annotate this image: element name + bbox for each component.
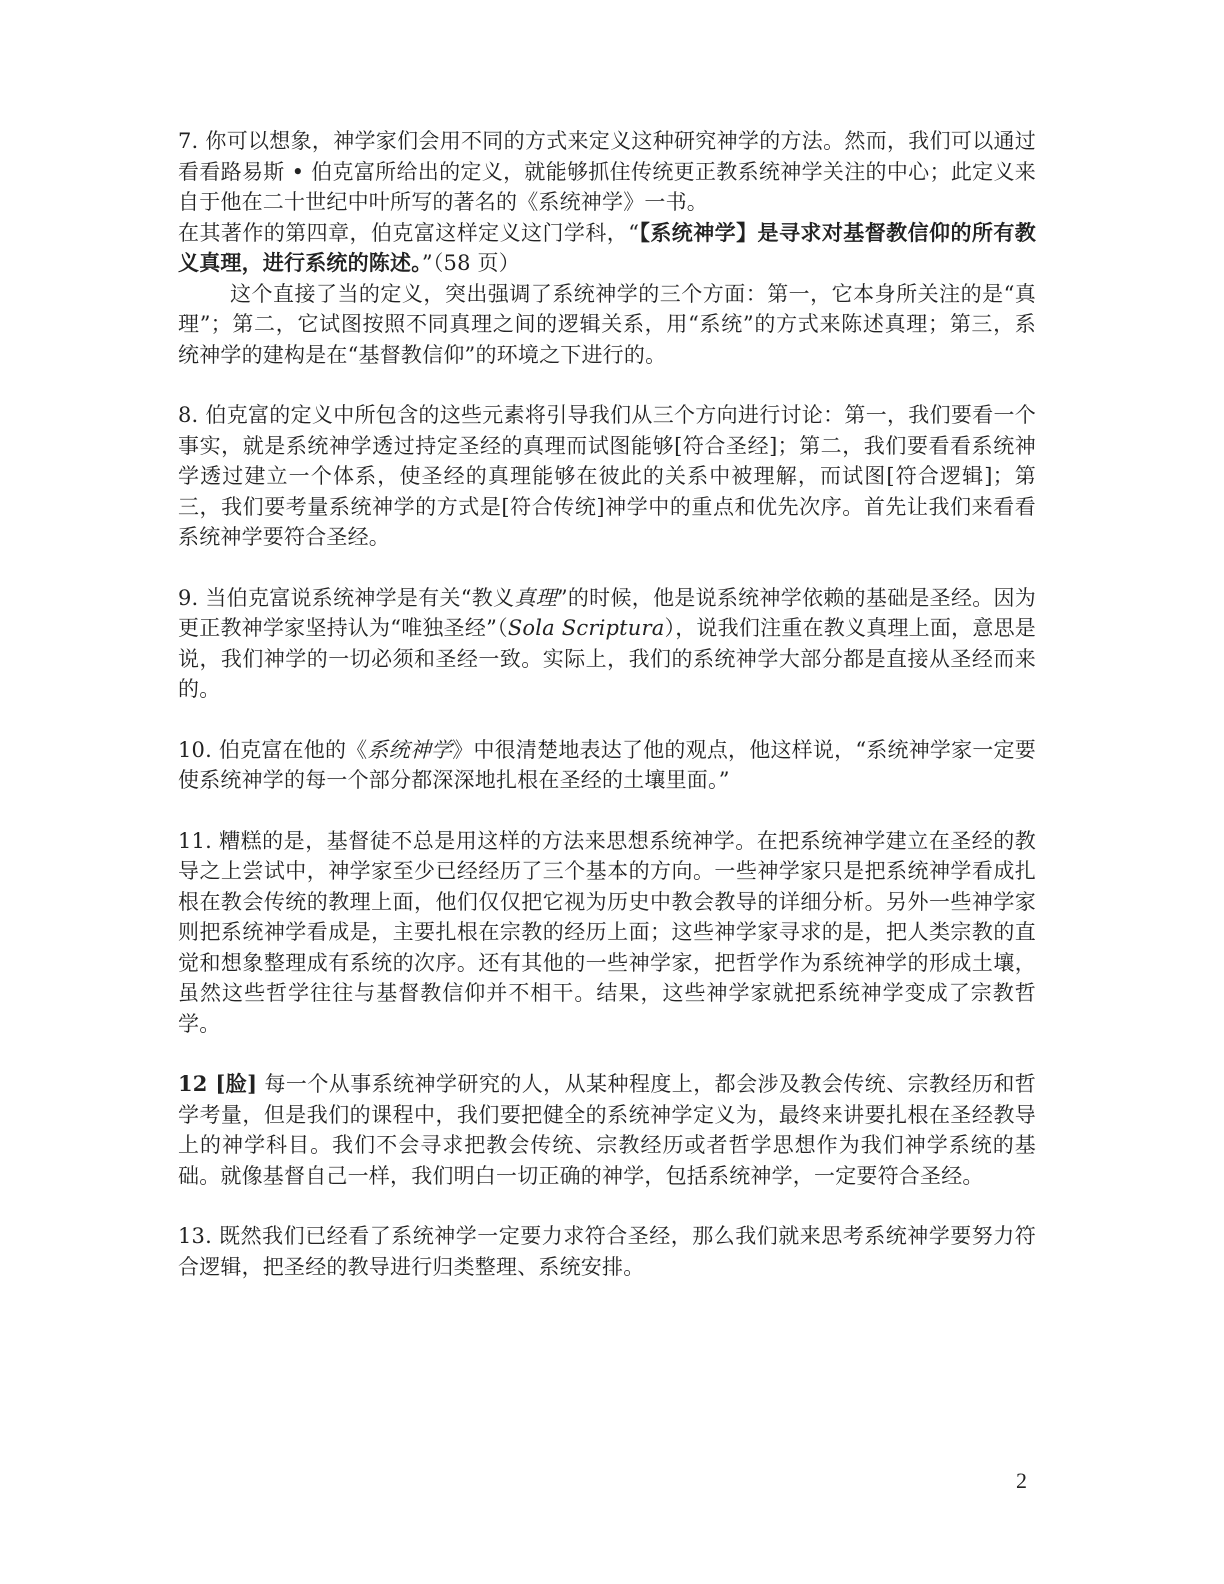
paragraph-9-text-b: ”的时候，他是说系统神学依赖的基础是圣经。因为更正教神学家坚持认为“唯独圣经”（ (178, 585, 1036, 640)
paragraph-9-italic-sola-scriptura: Sola Scriptura (507, 616, 665, 640)
paragraph-gap (178, 796, 1036, 826)
paragraph-7-definition (178, 218, 1036, 279)
paragraph-gap (178, 1039, 1036, 1069)
paragraph-gap (178, 553, 1036, 583)
paragraph-10-text-b: 》中很清楚地表达了他的观点，他这样说，“系统神学家一定要使系统神学的每一个部分都深深地扎根在圣经的土壤里面。” (178, 737, 1036, 792)
paragraph-7-aspects: 这个直接了当的定义，突出强调了系统神学的三个方面：第一，它本身所关注的是“真理”；第二，它试图按照不同真理之间的逻辑关系，用“系统”的方式来陈述真理；第三，系统神学的建构是在“基督教信仰”的环境之下进行的。 (178, 281, 1036, 367)
definition-bold-text: 【系统神学】是寻求对基督教信仰的所有教义真理，进行系统的陈述。 (178, 219, 1036, 275)
paragraph-11: 11. 糟糕的是，基督徒不总是用这样的方法来思想系统神学。在把系统神学建立在圣经的教导之上尝试中，神学家至少已经经历了三个基本的方向。一些神学家只是把系统神学看成扎根在教会传统的教理上面，他们仅仅把它视为历史中教会教导的详细分析。另外一些神学家则把系统神学看成是，主要扎根在宗教的经历上面；这些神学家寻求的是，把人类宗教的直觉和想象整理成有系统的次序。还有其他的一些神学家，把哲学作为系统神学的形成土壤，虽然这些哲学往往与基督教信仰并不相干。结果，这些神学家就把系统神学变成了宗教哲学。 (178, 828, 1036, 1036)
definition-intro-text: 在其著作的第四章，伯克富这样定义这门学科，“ (178, 220, 640, 245)
paragraph-gap (178, 370, 1036, 400)
paragraph-8: 8. 伯克富的定义中所包含的这些元素将引导我们从三个方向进行讨论：第一，我们要看一个事实，就是系统神学透过持定圣经的真理而试图能够[符合圣经]；第二，我们要看看系统神学透过建立一个体系，使圣经的真理能够在彼此的关系中被理解，而试图[符合逻辑]；第三，我们要考量系统神学的方式是[符合传统]神学中的重点和优先次序。首先让我们来看看系统神学要符合圣经。 (178, 403, 1036, 549)
document-body (178, 126, 1036, 1282)
paragraph-9 (178, 583, 1036, 705)
paragraph-12 (178, 1069, 1036, 1191)
paragraph-gap (178, 1191, 1036, 1221)
paragraph-12-label: 12 [脸] (178, 1071, 258, 1096)
paragraph-9-text-c: ），说我们注重在教义真理上面，意思是说，我们神学的一切必须和圣经一致。实际上，我们的系统神学大部分都是直接从圣经而来的。 (178, 616, 1037, 701)
paragraph-12-text: 每一个从事系统神学研究的人，从某种程度上，都会涉及教会传统、宗教经历和哲学考量，但是我们的课程中，我们要把健全的系统神学定义为，最终来讲要扎根在圣经教导上的神学科目。我们不会寻求把教会传统、宗教经历或者哲学思想作为我们神学系统的基础。就像基督自己一样，我们明白一切正确的神学，包括系统神学，一定要符合圣经。 (178, 1072, 1036, 1188)
page-number: 2 (1016, 1468, 1027, 1493)
paragraph-9-italic-truth: 真理 (514, 585, 557, 610)
paragraph-7-intro: 7. 你可以想象，神学家们会用不同的方式来定义这种研究神学的方法。然而，我们可以通过看看路易斯 • 伯克富所给出的定义，就能够抓住传统更正教系统神学关注的中心；此定义来自于他在二十世纪中叶所写的著名的《系统神学》一书。 (178, 129, 1036, 214)
paragraph-gap (178, 705, 1036, 735)
paragraph-9-text-a: 9. 当伯克富说系统神学是有关“教义 (178, 585, 515, 610)
definition-citation-text: ”（58 页） (421, 251, 520, 275)
paragraph-10-italic-title: 系统神学 (367, 737, 453, 762)
paragraph-10 (178, 735, 1036, 796)
paragraph-13: 13. 既然我们已经看了系统神学一定要力求符合圣经，那么我们就来思考系统神学要努力符合逻辑，把圣经的教导进行归类整理、系统安排。 (178, 1224, 1036, 1279)
paragraph-10-text-a: 10. 伯克富在他的《 (178, 737, 368, 762)
